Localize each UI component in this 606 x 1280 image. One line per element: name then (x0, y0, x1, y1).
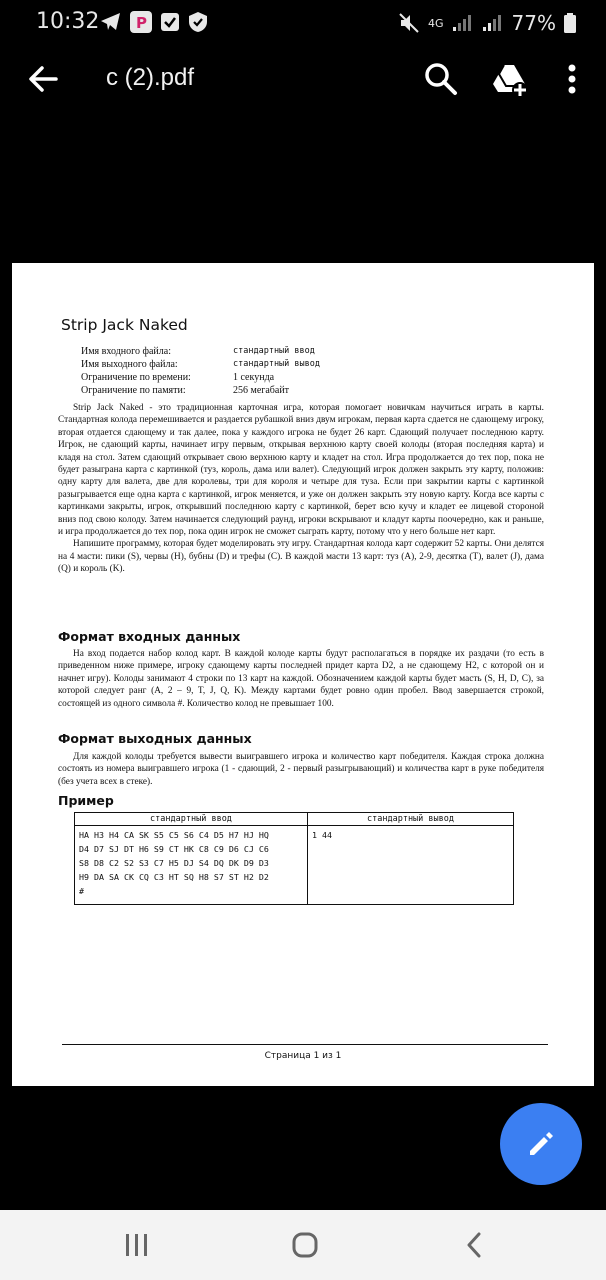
system-nav-bar (0, 1210, 606, 1280)
status-bar (0, 0, 606, 46)
example-output-cell (308, 826, 514, 905)
example-input-header: стандартный ввод (75, 813, 308, 826)
document-title: Strip Jack Naked (61, 316, 188, 334)
page-footer: Страница 1 из 1 (264, 1051, 342, 1061)
example-output-header: стандартный вывод (308, 813, 514, 826)
footer-rule (62, 1044, 548, 1045)
example-input-line: H9 DA SA CK CQ C3 HT SQ H8 S7 ST H2 D2 (79, 872, 269, 882)
example-input-cell (75, 826, 308, 905)
shield-check-icon (188, 11, 208, 33)
home-icon[interactable] (290, 1232, 320, 1258)
telegram-icon (100, 12, 122, 32)
recent-apps-icon[interactable] (122, 1232, 152, 1258)
pdf-page (12, 263, 594, 1086)
edit-fab-button[interactable] (500, 1103, 582, 1185)
file-title: c (2).pdf (106, 64, 195, 91)
svg-text:P: P (136, 14, 147, 32)
signal-icon-2 (482, 14, 504, 32)
example-heading: Пример (58, 793, 114, 808)
example-input-line: HA H3 H4 CA SK S5 C5 S6 C4 D5 H7 HJ HQ (79, 830, 269, 840)
meta-row: Ограничение по памяти: 256 мегабайт (81, 385, 290, 396)
edit-pencil-icon (526, 1129, 556, 1159)
meta-row: Ограничение по времени: 1 секунда (81, 372, 275, 383)
mute-icon (398, 12, 420, 34)
problem-meta (81, 345, 320, 397)
back-arrow-icon[interactable] (26, 62, 60, 96)
example-input-line: D4 D7 SJ DT H6 S9 CT HK C8 C9 D6 CJ C6 (79, 844, 269, 854)
example-input-line: # (79, 886, 84, 896)
battery-icon (564, 13, 576, 33)
example-output-line: 1 44 (312, 830, 332, 840)
input-format-text: На вход подается набор колод карт. В каждой колоде карты будут располагаться в порядке их раздачи (то есть в приведенном ниже примере, игроку сдающему карты последней придет карта D2, а не сдающему H2, с которой он и начнет игру). Колоды занимают 4 строки по 13 карт на каждой. Обозначением каждой карты будет масть (S, H, D, C), за которой следует ранг (A, 2 – 9, T, J, Q, K). Между картами будет ровно один пробел. Ввод завершается строкой, состоящей из одного символа #. Количество колод не превышает 100. (58, 649, 544, 709)
back-icon[interactable] (460, 1232, 490, 1258)
output-format-text: Для каждой колоды требуется вывести выигравшего игрока и количество карт победителя. Каждая строка должна состоять из номера выигравшего игрока (1 - сдающий, 2 - первый разыгрывающий) и количества карт в руке победителя (без учета всех в стеке). (58, 752, 544, 787)
app-bar (0, 46, 606, 114)
check-box-icon (160, 12, 180, 32)
meta-row: Имя входного файла: стандартный ввод (81, 346, 315, 357)
signal-icon (452, 14, 474, 32)
system-icons (398, 11, 576, 35)
output-format-heading: Формат выходных данных (58, 731, 252, 746)
status-time: 10:32 (36, 9, 100, 34)
input-format-heading: Формат входных данных (58, 629, 241, 644)
meta-row: Имя выходного файла: стандартный вывод (81, 359, 320, 370)
battery-percent: 77% (511, 11, 556, 35)
notification-icons (100, 11, 208, 33)
example-input-line: S8 D8 C2 S2 S3 C7 H5 DJ S4 DQ DK D9 D3 (79, 858, 269, 868)
network-label: 4G (428, 16, 444, 30)
problem-statement (58, 402, 544, 576)
drive-add-icon[interactable] (492, 62, 528, 98)
p-app-icon (130, 11, 152, 33)
statement-paragraph: Напишите программу, которая будет моделировать эту игру. Стандартная колода карт содержит 52 карты. Они делятся на 4 масти: пики (S), червы (H), бубны (D) и трефы (C). В каждой масти 13 карт: туз (A), 2-9, десятка (T), валет (J), дама (Q) и король (K). (58, 539, 544, 575)
statement-paragraph: Strip Jack Naked - это традиционная карточная игра, которая помогает новичкам научиться играть в карты. Стандартная колода перемешивается и раздается рубашкой вниз двум игрокам, первая карта сдается не сдающему игроку, вторая отдается сдающему и так далее, пока у каждого игрока не будет 26 карт. Сдающий получает последнюю карту. Игрок, не сдающий карты, начинает игру первым, открывая верхнюю карту своей колоды (вторая последняя карта) и кладя на стол. Затем сдающий открывает свою верхнюю карту и кладет на стол. Игра продолжается до тех пор, пока не будет разыграна карта с картинкой (туз, король, дама или валет). Следующий игрок должен закрыть эту карту, положив: одну карту для валета, две для королевы, три для короля и четыре для туза. Если при закрытии карты с картинкой разыгрывается еще одна карта с картинкой, игрок меняется, и уже он должен закрыть эту новую карту. Когда все карты с картинками закрыты, игрок, открывший последнюю карту с картинкой, берет всю кучу и кладет ее лицевой стороной вниз под свою колоду. Затем начинается следующий раунд, игроки вскрывают и кладут карты поочередно, как и раньше, и игра продолжается до тех пор, пока один игрок не сможет сыграть карту, потому что у него больше нет карт. (58, 403, 544, 538)
example-table (74, 812, 514, 905)
more-vert-icon[interactable] (560, 62, 584, 96)
search-icon[interactable] (424, 62, 458, 96)
